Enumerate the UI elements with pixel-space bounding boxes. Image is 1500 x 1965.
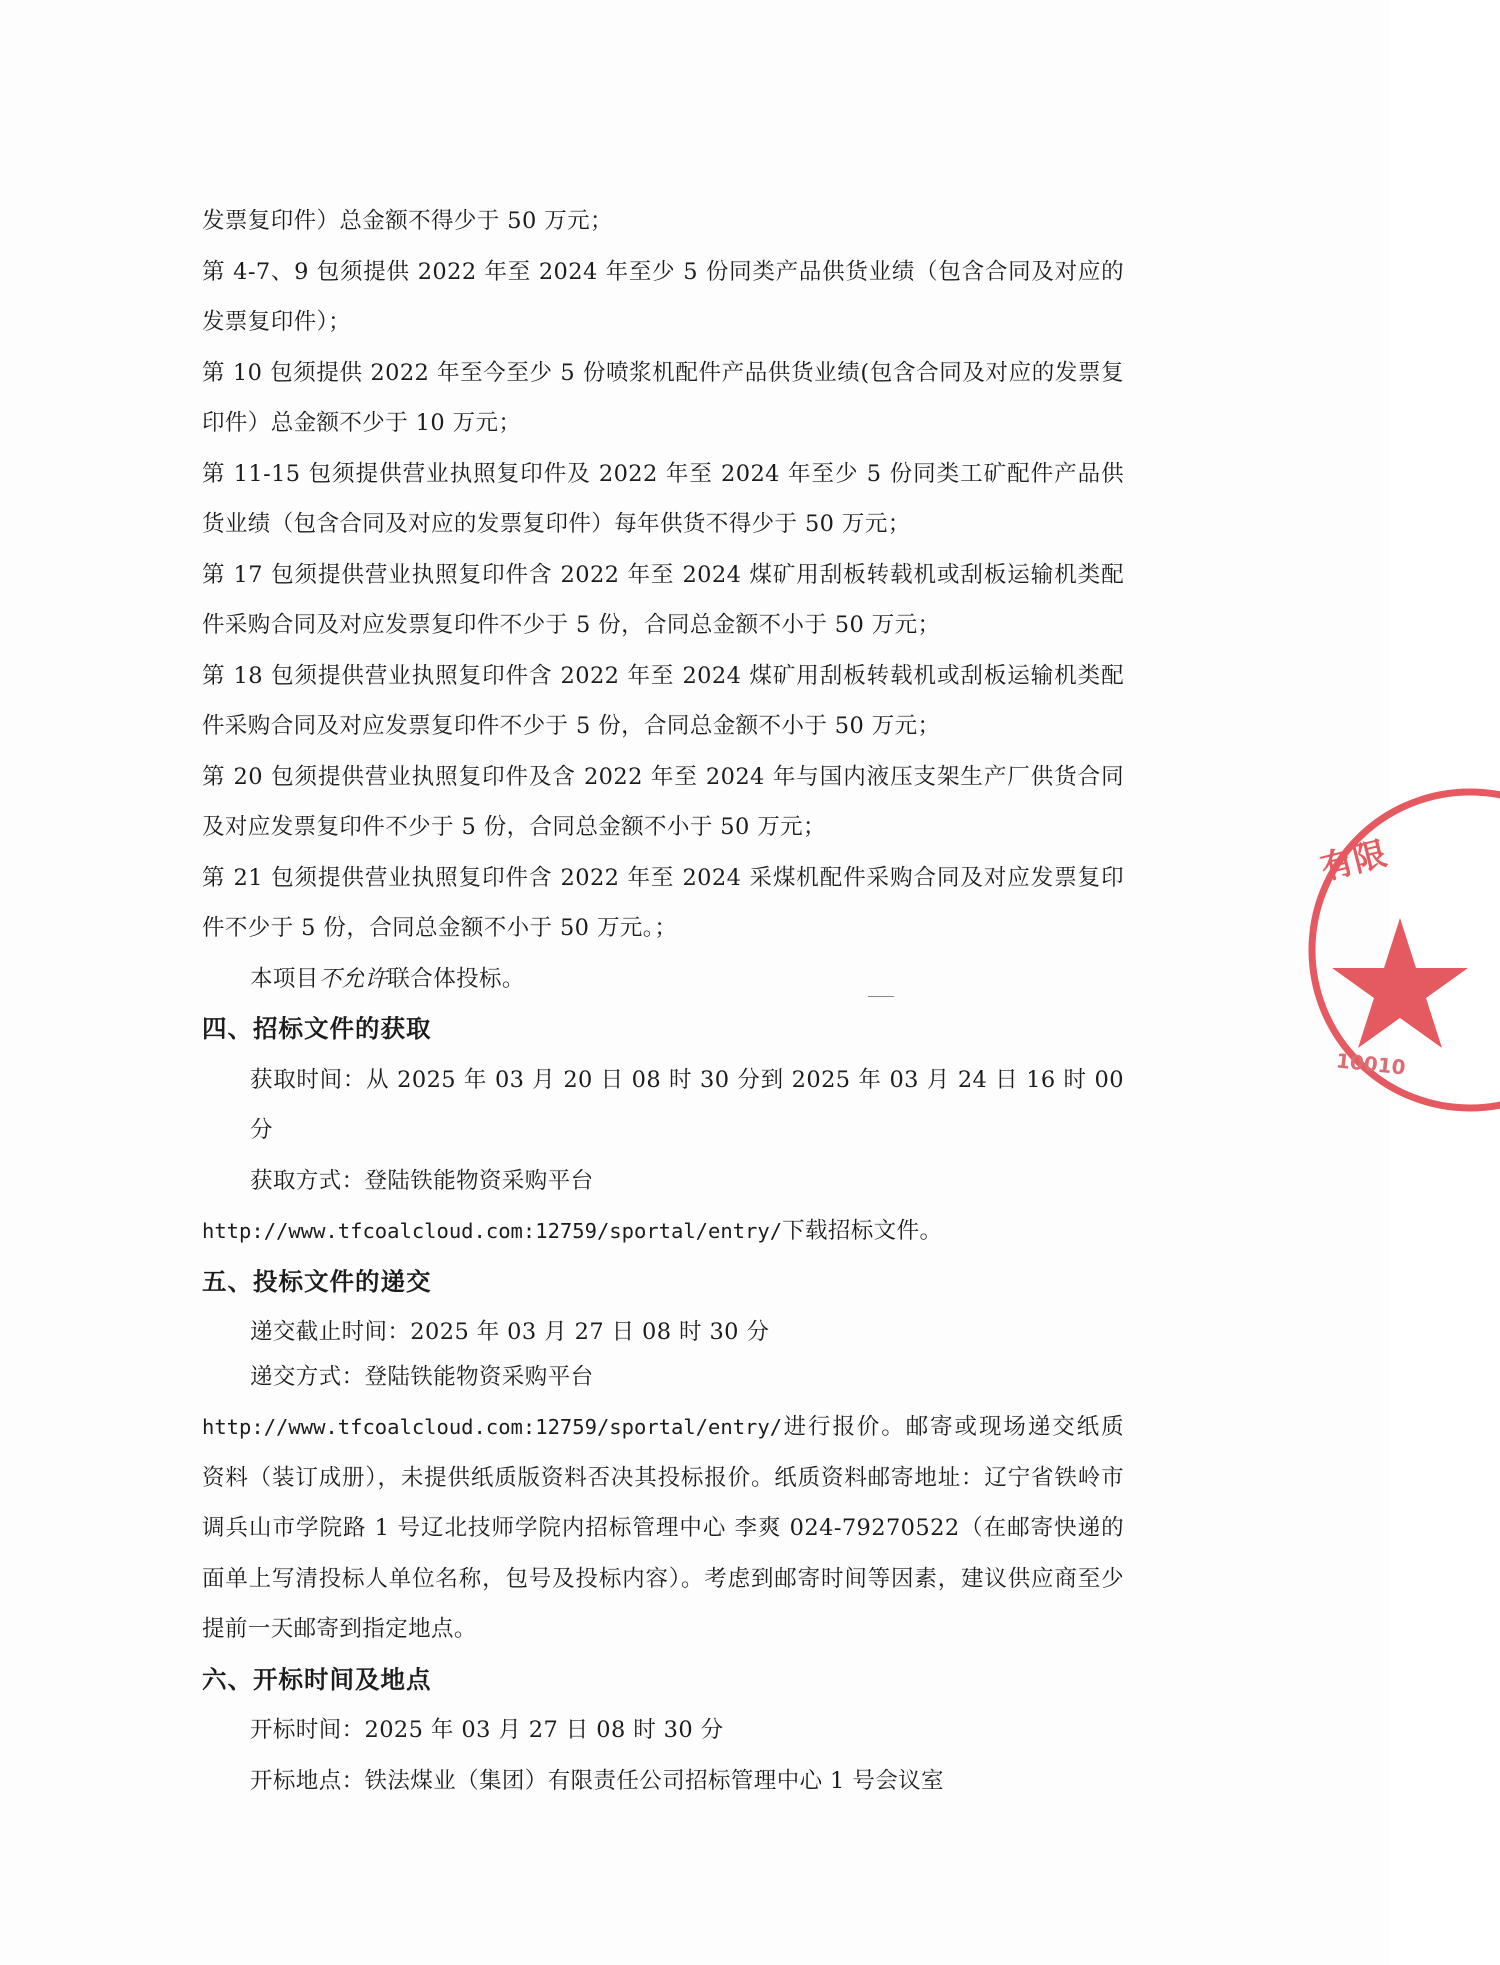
- consortium-prefix: 本项目: [250, 965, 319, 992]
- scan-artifact-line: [868, 996, 894, 997]
- section-5-url: http://www.tfcoalcloud.com:12759/sportal/entry/: [202, 1415, 783, 1439]
- paragraph-invoice-total: 发票复印件）总金额不得少于 50 万元；: [202, 208, 613, 234]
- section-4-url: http://www.tfcoalcloud.com:12759/sportal/entry/: [202, 1219, 783, 1243]
- paragraph-lot-21: 第 21 包须提供营业执照复印件含 2022 年至 2024 采煤机配件采购合同及对应发票复印件不少于 5 份，合同总金额不小于 50 万元。；: [202, 864, 1124, 941]
- section-4-url-suffix: 下载招标文件。: [782, 1218, 943, 1244]
- section-6-time: 开标时间：2025 年 03 月 27 日 08 时 30 分: [250, 1717, 724, 1743]
- section-4-method: 获取方式：登陆铁能物资采购平台: [250, 1167, 594, 1194]
- section-4-url-line: [202, 1206, 1124, 1257]
- section-5-deadline: 递交截止时间：2025 年 03 月 27 日 08 时 30 分: [250, 1319, 770, 1345]
- paragraph-lot-20: 第 20 包须提供营业执照复印件及含 2022 年至 2024 年与国内液压支架生产厂供货合同及对应发票复印件不少于 5 份，合同总金额不小于 50 万元；: [202, 763, 1124, 840]
- official-seal-partial: [1300, 780, 1500, 1120]
- section-6-heading: 六、开标时间及地点: [202, 1664, 432, 1694]
- paragraph-lot-11-15: 第 11-15 包须提供营业执照复印件及 2022 年至 2024 年至少 5 份同类工矿配件产品供货业绩（包含合同及对应的发票复印件）每年供货不得少于 50 万元；: [202, 460, 1124, 537]
- paragraph-lot-18: 第 18 包须提供营业执照复印件含 2022 年至 2024 煤矿用刮板转载机或刮板运输机类配件采购合同及对应发票复印件不少于 5 份，合同总金额不小于 50 万元；: [202, 662, 1124, 739]
- section-5-method: 递交方式：登陆铁能物资采购平台: [250, 1363, 594, 1390]
- seal-text-bottom: 10010: [1334, 1048, 1407, 1080]
- section-4-time: 获取时间：从 2025 年 03 月 20 日 08 时 30 分到 2025 年 03 月 24 日 16 时 00 分: [250, 1066, 1124, 1143]
- section-5-url-paragraph: [202, 1402, 1124, 1655]
- paragraph-lot-10: 第 10 包须提供 2022 年至今至少 5 份喷浆机配件产品供货业绩(包含合同及对应的发票复印件）总金额不少于 10 万元；: [202, 359, 1124, 436]
- section-4-heading: 四、招标文件的获取: [202, 1014, 432, 1043]
- document-body: [202, 196, 1124, 1806]
- section-6-location: 开标地点：铁法煤业（集团）有限责任公司招标管理中心 1 号会议室: [250, 1767, 944, 1794]
- consortium-statement: [202, 954, 1124, 1005]
- section-5-heading: 五、投标文件的递交: [202, 1266, 432, 1296]
- section-5-url-suffix: 进行报价。邮寄或现场递交纸质资料（装订成册），未提供纸质版资料否决其投标报价。纸质资料邮寄地址：辽宁省铁岭市调兵山市学院路 1 号辽北技师学院内招标管理中心 李爽 024-79270522（在邮寄快递的面单上写清投标人单位名称，包号及投标内容）。考虑到邮寄时间等因素，建议供应商至少提前一天邮寄到指定地点。: [202, 1414, 1124, 1642]
- seal-text-top: 有限: [1316, 833, 1391, 888]
- paragraph-lot-17: 第 17 包须提供营业执照复印件含 2022 年至 2024 煤矿用刮板转载机或刮板运输机类配件采购合同及对应发票复印件不少于 5 份，合同总金额不小于 50 万元；: [202, 561, 1124, 638]
- consortium-emphasis: 不允许: [318, 965, 388, 992]
- paragraph-lot-4-9: 第 4-7、9 包须提供 2022 年至 2024 年至少 5 份同类产品供货业绩（包含合同及对应的发票复印件）；: [202, 258, 1124, 335]
- consortium-suffix: 联合体投标。: [387, 965, 525, 992]
